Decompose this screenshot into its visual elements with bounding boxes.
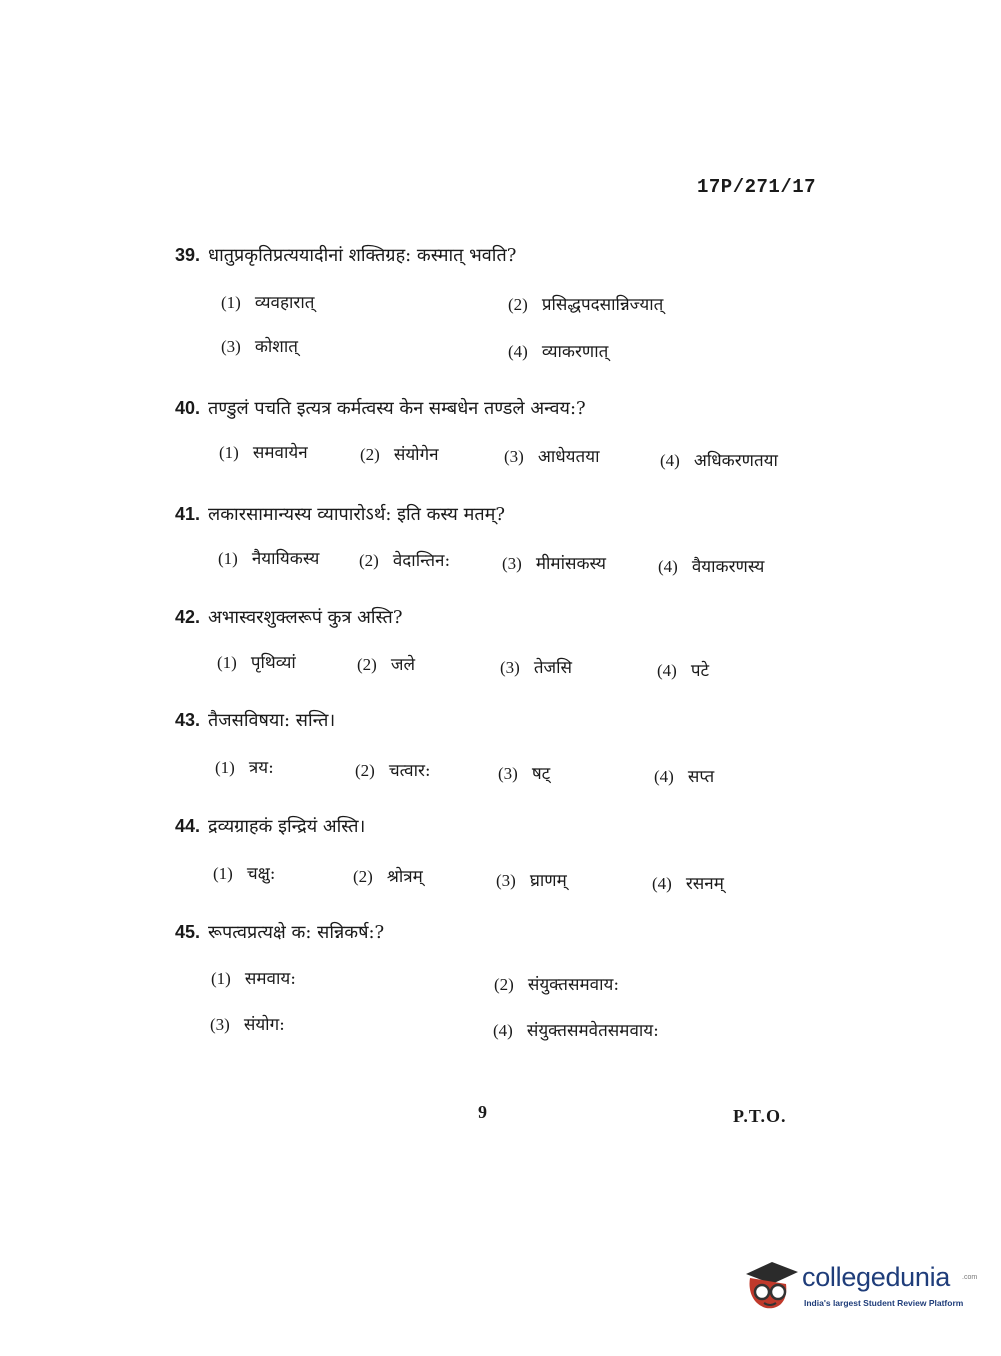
question-number: 44. xyxy=(175,816,201,836)
question-42 xyxy=(175,605,402,629)
question-number: 41. xyxy=(175,504,201,524)
mascot-icon xyxy=(742,1254,798,1312)
question-44 xyxy=(175,814,365,838)
option: (3) षट् xyxy=(498,764,551,784)
option: (2) चत्वार: xyxy=(355,761,431,781)
option: (3) तेजसि xyxy=(500,658,573,678)
brand-suffix: .com xyxy=(962,1274,978,1281)
brand-tagline: India's largest Student Review Platform xyxy=(804,1298,964,1308)
option: (2) संयोगेन xyxy=(360,445,439,465)
question-41 xyxy=(175,502,505,526)
option: (3) आधेयतया xyxy=(504,447,600,467)
option: (1) नैयायिकस्य xyxy=(218,549,320,569)
option: (4) पटे xyxy=(657,661,710,681)
option: (2) संयुक्तसमवाय: xyxy=(494,975,620,995)
option: (1) त्रय: xyxy=(215,758,274,778)
question-number: 45. xyxy=(175,922,201,942)
option: (2) जले xyxy=(357,655,415,675)
option: (1) समवायेन xyxy=(219,443,308,463)
question-number: 40. xyxy=(175,398,201,418)
question-text: तैजसविषया: सन्ति। xyxy=(208,710,336,731)
question-45 xyxy=(175,920,384,944)
option: (3) मीमांसकस्य xyxy=(502,554,606,574)
question-43 xyxy=(175,708,335,732)
option: (3) घ्राणम् xyxy=(496,871,567,891)
question-text: लकारसामान्यस्य व्यापारोऽर्थ: इति कस्य मतम्? xyxy=(208,504,506,525)
option: (4) सप्त xyxy=(654,767,715,787)
question-number: 39. xyxy=(175,245,201,265)
option: (4) वैयाकरणस्य xyxy=(658,557,765,577)
question-text: तण्डुलं पचति इत्यत्र कर्मत्वस्य केन सम्बधेन तण्डले अन्वय:? xyxy=(208,398,586,419)
option: (2) प्रसिद्धपदसान्निज्यात् xyxy=(508,295,664,315)
question-text: अभास्वरशुक्लरूपं कुत्र अस्ति? xyxy=(208,607,403,628)
option: (3) संयोग: xyxy=(210,1015,285,1035)
collegedunia-watermark xyxy=(742,1252,978,1322)
question-number: 43. xyxy=(175,710,201,730)
option: (4) व्याकरणात् xyxy=(508,342,609,362)
question-39 xyxy=(175,243,516,267)
page-number: 9 xyxy=(478,1102,487,1122)
brand-name: collegedunia xyxy=(802,1262,951,1292)
option: (3) कोशात् xyxy=(221,337,298,357)
paper-code: 17P/271/17 xyxy=(697,176,817,198)
option: (2) वेदान्तिन: xyxy=(359,551,451,571)
option: (4) अधिकरणतया xyxy=(660,451,778,471)
option: (1) पृथिव्यां xyxy=(217,653,296,673)
option: (4) रसनम् xyxy=(652,874,724,894)
option: (1) चक्षु: xyxy=(213,864,276,884)
option: (1) व्यवहारात् xyxy=(221,293,315,313)
option: (4) संयुक्तसमवेतसमवाय: xyxy=(493,1021,659,1041)
question-text: धातुप्रकृतिप्रत्ययादीनां शक्तिग्रह: कस्मात् भवति? xyxy=(208,245,517,266)
question-number: 42. xyxy=(175,607,201,627)
question-text: रूपत्वप्रत्यक्षे क: सन्निकर्ष:? xyxy=(208,922,385,943)
question-40 xyxy=(175,396,586,420)
option: (2) श्रोत्रम् xyxy=(353,867,423,887)
option: (1) समवाय: xyxy=(211,969,296,989)
pto-label: P.T.O. xyxy=(733,1106,787,1126)
question-text: द्रव्यग्राहकं इन्द्रियं अस्ति। xyxy=(208,816,366,837)
